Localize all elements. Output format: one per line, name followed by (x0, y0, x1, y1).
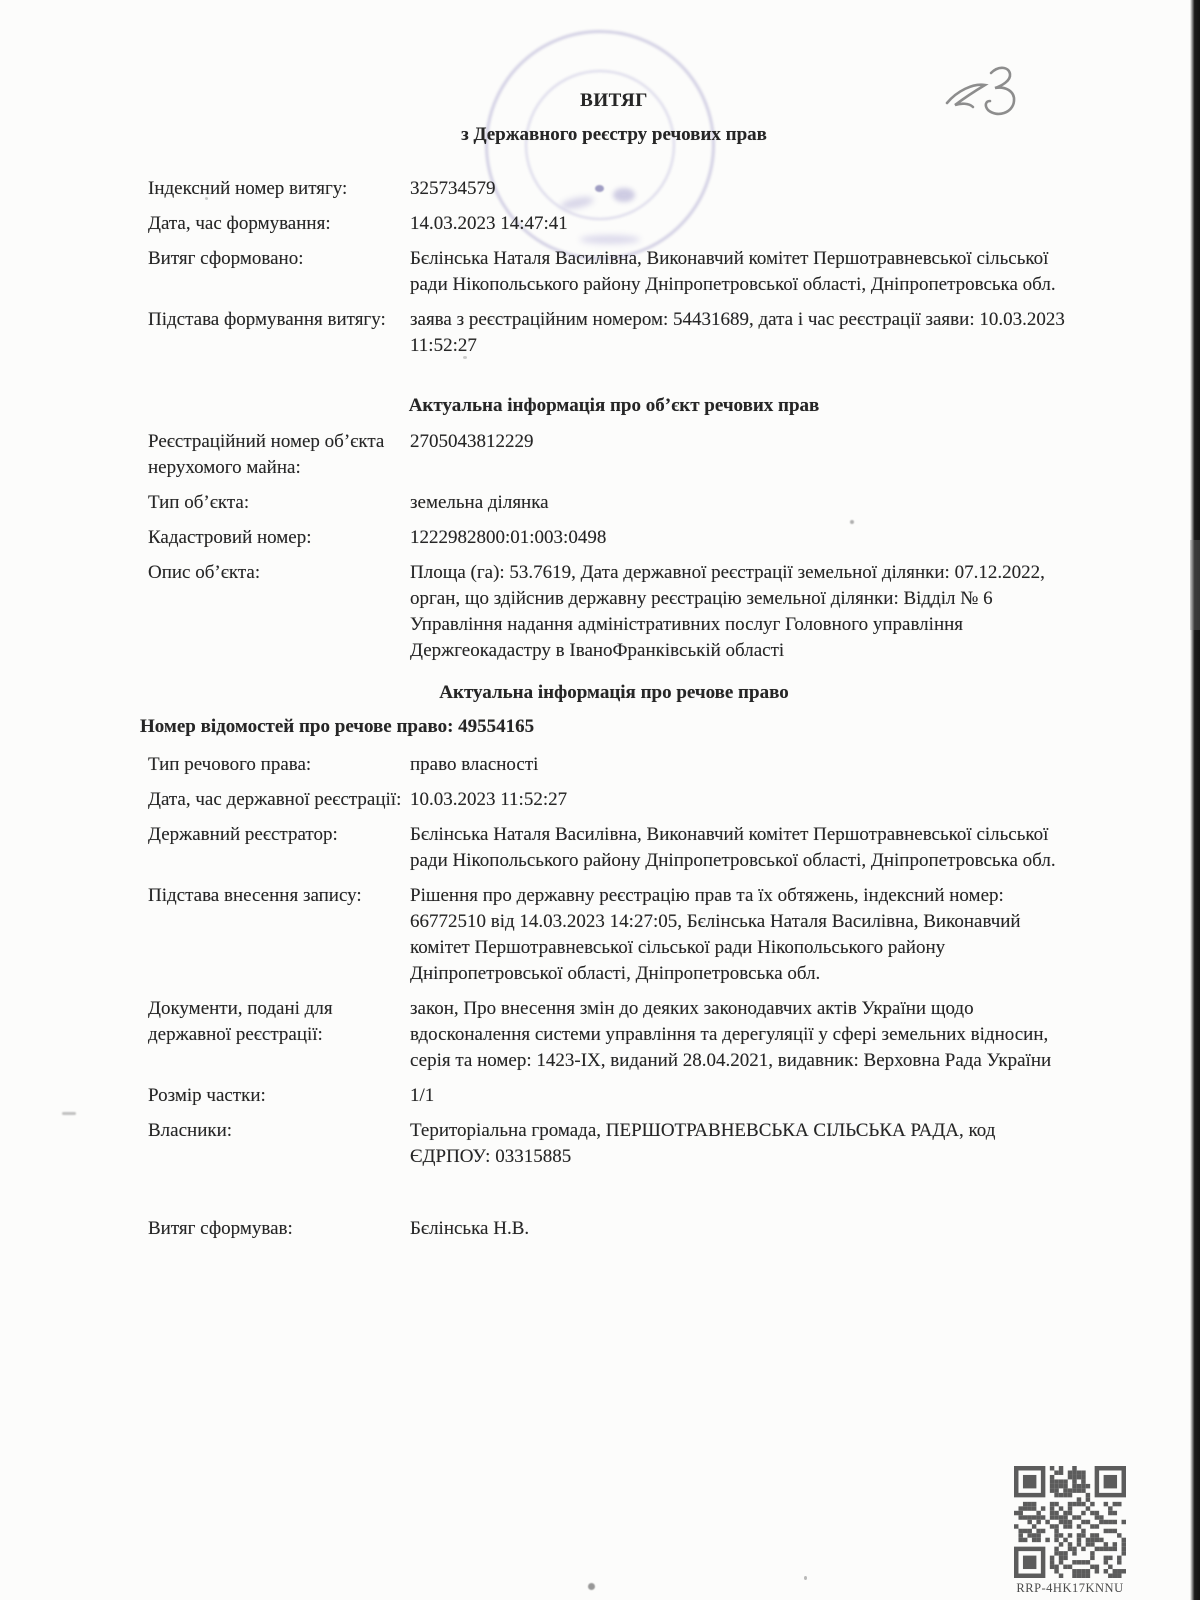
qr-block (1012, 1466, 1128, 1596)
field-row (148, 176, 1080, 202)
field-label: Дата, час формування: (148, 213, 331, 234)
field-value: Бєлінська Наталя Василівна, Виконавчий комітет Першотравневської сільської ради Нікопольського району Дніпропетровської області, Дніпропетровська обл. (410, 248, 1056, 295)
field-row (148, 822, 1080, 874)
field-label: Державний реєстратор: (148, 824, 338, 845)
field-value: 1222982800:01:003:0498 (410, 527, 607, 548)
field-value: Рішення про державну реєстрацію прав та їх обтяжень, індексний номер: 66772510 від 14.03.2023 14:27:05, Бєлінська Наталя Василівна, Виконавчий комітет Першотравневської сільської ради Нікопольського району Дніпропетровської області, Дніпропетровська обл. (410, 885, 1021, 984)
document-subtitle: з Державного реєстру речових прав (461, 124, 767, 145)
field-row (148, 307, 1080, 359)
field-value: земельна ділянка (410, 492, 549, 513)
field-row (148, 1118, 1080, 1170)
field-row (148, 883, 1080, 987)
scan-speck (588, 1583, 595, 1590)
field-label: Тип речового права: (148, 754, 312, 775)
scan-speck (850, 520, 854, 524)
field-label: Опис об’єкта: (148, 562, 261, 583)
field-value: Площа (га): 53.7619, Дата державної реєстрації земельної ділянки: 07.12.2022, орган, що здійснив державну реєстрацію земельної ділянки: Відділ № 6 Управління надання адміністративних послуг Головного управління Держгеокадастру в ІваноФранківській області (410, 562, 1045, 661)
field-value: закон, Про внесення змін до деяких законодавчих актів України щодо вдосконалення системи управління та дерегуляції у сфері земельних відносин, серія та номер: 1423-IX, виданий 28.04.2021, видавник: Верховна Рада України (410, 998, 1052, 1071)
field-value: 10.03.2023 11:52:27 (410, 789, 568, 810)
field-value: заява з реєстраційним номером: 54431689, дата і час реєстрації заяви: 10.03.2023 11:52:27 (410, 309, 1065, 356)
field-row (148, 246, 1080, 298)
pencil-mark (62, 1112, 76, 1115)
field-label: Підстава внесення запису: (148, 885, 362, 906)
field-row (148, 787, 1080, 813)
field-row (148, 996, 1080, 1074)
field-row (148, 490, 1080, 516)
section-heading-object: Актуальна інформація про об’єкт речових прав (408, 395, 820, 416)
field-label: Кадастровий номер: (148, 527, 312, 548)
field-row (148, 211, 1080, 237)
document-title: ВИТЯГ (580, 90, 648, 111)
field-value: 325734579 (410, 178, 496, 199)
field-value: Територіальна громада, ПЕРШОТРАВНЕВСЬКА СІЛЬСЬКА РАДА, код ЄДРПОУ: 03315885 (410, 1120, 996, 1167)
scanner-edge-artifact (1190, 0, 1200, 1600)
field-value: право власності (410, 754, 539, 775)
record-number-line: Номер відомостей про речове право: 49554165 (140, 716, 535, 737)
field-value: Бєлінська Наталя Василівна, Виконавчий комітет Першотравневської сільської ради Нікопольського району Дніпропетровської області, Дніпропетровська обл. (410, 824, 1056, 871)
field-label: Тип об’єкта: (148, 492, 250, 513)
field-label: Витяг сформував: (148, 1218, 293, 1239)
field-value: Бєлінська Н.В. (410, 1218, 530, 1239)
field-label: Індексний номер витягу: (148, 178, 348, 199)
field-row (148, 1083, 1080, 1109)
field-value: 14.03.2023 14:47:41 (410, 213, 568, 234)
scan-speck (804, 1576, 807, 1580)
field-label: Реєстраційний номер об’єкта нерухомого майна: (148, 431, 385, 478)
qr-code (1014, 1466, 1126, 1578)
header-fields (148, 176, 1080, 359)
field-value: 2705043812229 (410, 431, 534, 452)
field-row (148, 560, 1080, 664)
field-label: Витяг сформовано: (148, 248, 304, 269)
field-value: 1/1 (410, 1085, 435, 1106)
footer-field-row (148, 1216, 1080, 1242)
field-label: Дата, час державної реєстрації: (148, 789, 402, 810)
field-label: Власники: (148, 1120, 233, 1141)
qr-label: RRP-4HK17KNNU (1016, 1581, 1124, 1595)
field-row (148, 429, 1080, 481)
scan-speck (463, 356, 467, 359)
field-row (148, 525, 1080, 551)
scan-speck (205, 197, 208, 200)
section-heading-right: Актуальна інформація про речове право (439, 682, 789, 703)
field-label: Розмір частки: (148, 1085, 266, 1106)
field-label: Документи, подані для державної реєстрації: (148, 998, 333, 1045)
object-fields (148, 429, 1080, 664)
field-row (148, 752, 1080, 778)
field-label: Підстава формування витягу: (148, 309, 386, 330)
right-fields (148, 752, 1080, 1170)
